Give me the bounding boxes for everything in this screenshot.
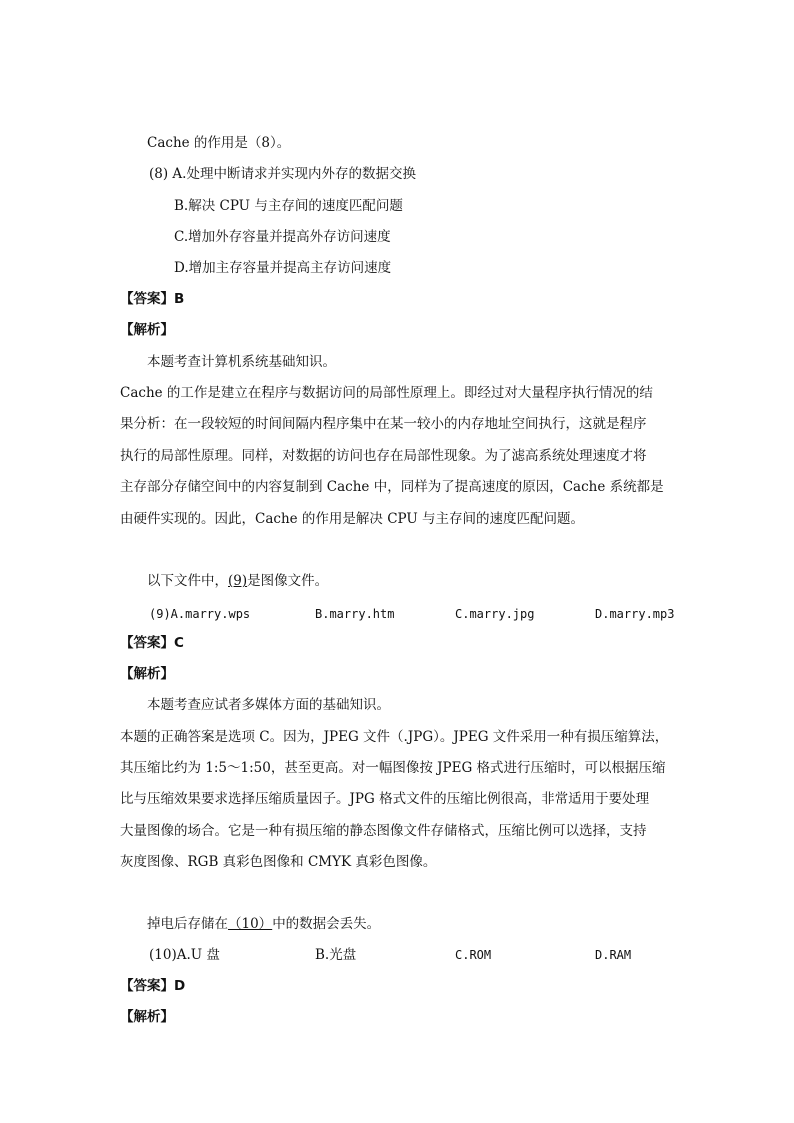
q9-analysis-line-2: 本题的正确答案是选项 C。因为，JPEG 文件（.JPG）。JPEG 文件采用一种有损压缩算法，	[120, 729, 669, 745]
q9-answer-label: 【答案】C	[120, 635, 184, 651]
q9-analysis-line-5: 大量图像的场合。它是一种有损压缩的静态图像文件存储格式，压缩比例可以选择，支持	[120, 823, 647, 839]
q8-option-b: B.解决 CPU 与主存间的速度匹配问题	[174, 198, 403, 214]
q8-option-a: (8) A.处理中断请求并实现内外存的数据交换	[149, 166, 416, 182]
q10-option-c: C.ROM	[455, 948, 492, 962]
q9-analysis-line-4: 比与压缩效果要求选择压缩质量因子。JPG 格式文件的压缩比例很高，非常适用于要处理	[120, 791, 650, 807]
q9-option-c: C.marry.jpg	[455, 607, 535, 621]
q10-stem-before: 掉电后存储在	[147, 916, 228, 932]
q8-option-d: D.增加主存容量并提高主存访问速度	[174, 260, 392, 276]
q8-answer-label: 【答案】B	[120, 291, 185, 307]
q10-analysis-label: 【解析】	[120, 1009, 174, 1025]
q9-option-a: (9)A.marry.wps	[149, 607, 251, 621]
q10-option-b: B.光盘	[315, 947, 357, 963]
q9-option-b: B.marry.htm	[315, 607, 395, 621]
q10-stem	[147, 914, 380, 934]
q8-analysis-line-5: 主存部分存储空间中的内容复制到 Cache 中，同样为了提高速度的原因，Cache 系统都是	[120, 479, 664, 495]
q9-analysis-line-1: 本题考查应试者多媒体方面的基础知识。	[147, 697, 390, 713]
q9-analysis-label: 【解析】	[120, 666, 174, 682]
q9-stem-after: 是图像文件。	[247, 573, 329, 589]
q8-analysis-line-6: 由硬件实现的。因此，Cache 的作用是解决 CPU 与主存间的速度匹配问题。	[120, 511, 585, 527]
q10-option-a: (10)A.U 盘	[149, 947, 220, 963]
q10-stem-blank: （10）	[228, 916, 273, 932]
q8-option-c: C.增加外存容量并提高外存访问速度	[174, 229, 391, 245]
q9-stem	[147, 571, 328, 591]
q9-analysis-line-6: 灰度图像、RGB 真彩色图像和 CMYK 真彩色图像。	[120, 854, 437, 870]
q8-analysis-line-4: 执行的局部性原理。同样，对数据的访问也存在局部性现象。为了滤高系统处理速度才将	[120, 448, 647, 464]
q10-option-d: D.RAM	[595, 948, 632, 962]
q9-stem-blank: (9)	[228, 573, 248, 589]
q8-analysis-line-1: 本题考查计算机系统基础知识。	[147, 354, 336, 370]
q9-stem-before: 以下文件中，	[147, 573, 228, 589]
q8-analysis-line-2: Cache 的工作是建立在程序与数据访问的局部性原理上。即经过对大量程序执行情况的结	[120, 385, 653, 401]
q9-analysis-line-3: 其压缩比约为 1:5～1:50，甚至更高。对一幅图像按 JPEG 格式进行压缩时，可以根据压缩	[120, 760, 666, 776]
q10-answer-label: 【答案】D	[120, 978, 186, 994]
q8-analysis-label: 【解析】	[120, 322, 174, 338]
q9-option-d: D.marry.mp3	[595, 607, 675, 621]
q8-analysis-line-3: 果分析：在一段较短的时间间隔内程序集中在某一较小的内存地址空间执行，这就是程序	[120, 416, 647, 432]
q10-stem-after: 中的数据会丢失。	[272, 916, 381, 932]
q8-stem: Cache 的作用是（8）。	[147, 135, 291, 151]
